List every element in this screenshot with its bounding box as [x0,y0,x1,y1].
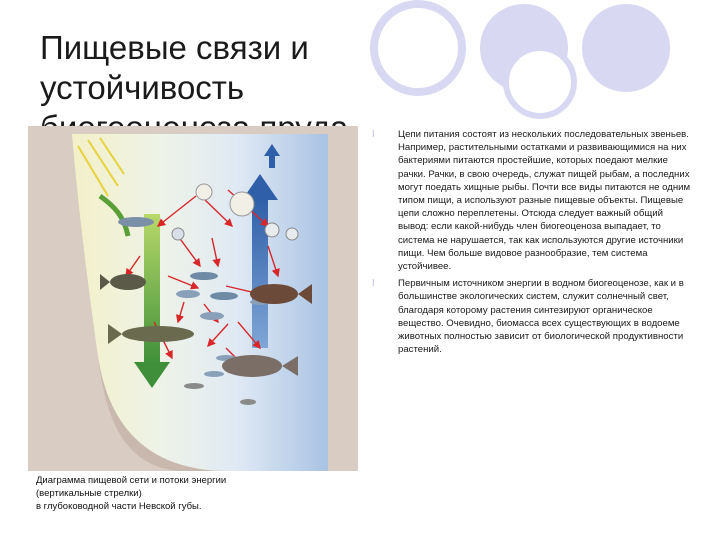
bullet-item [372,277,694,356]
caption-line: (вертикальные стрелки) [36,488,142,499]
food-web-diagram [28,126,358,471]
deco-circle [582,4,670,92]
bullet-marker-icon: l [372,279,375,290]
bullet-marker-icon: l [372,130,375,140]
diagram-caption [36,474,326,513]
bullet-text: Цепи питания состоят из нескольких последовательных звеньев. Например, растительными остатками и развивающимися на них бактериями питаются простейшие, которых поедают мелкие рачки. Рачки, в свою очередь, служат пищей рыбам, а последних могут поедать хищные рыбы. Почти все виды питаются не одним типом пищи, а используют разные пищевые объекты. Пищевые цепи сложно переплетены. Отсюда следует важный общий вывод: если какой-нибудь член биогеоценоза выпадает, то система не нарушается, так как используются другие источники пищи. Чем больше видовое разнообразие, тем система устойчивее. [398,129,691,273]
bullet-item [372,128,694,273]
caption-line: в глубоководной части Невской губы. [36,501,202,512]
title-line: Пищевые связи и устойчивость [40,29,309,106]
caption-line: Диаграмма пищевой сети и потоки энергии [36,475,227,486]
bullet-list [372,128,694,360]
bullet-text: Первичным источником энергии в водном биогеоценозе, как и в большинстве экологических систем, служит солнечный свет, благодаря которому растения синтезируют органическое вещество. Очевидно, биомасса всех существующих в водоеме животных полностью зависит от биологической продуктивности растений. [398,278,684,356]
